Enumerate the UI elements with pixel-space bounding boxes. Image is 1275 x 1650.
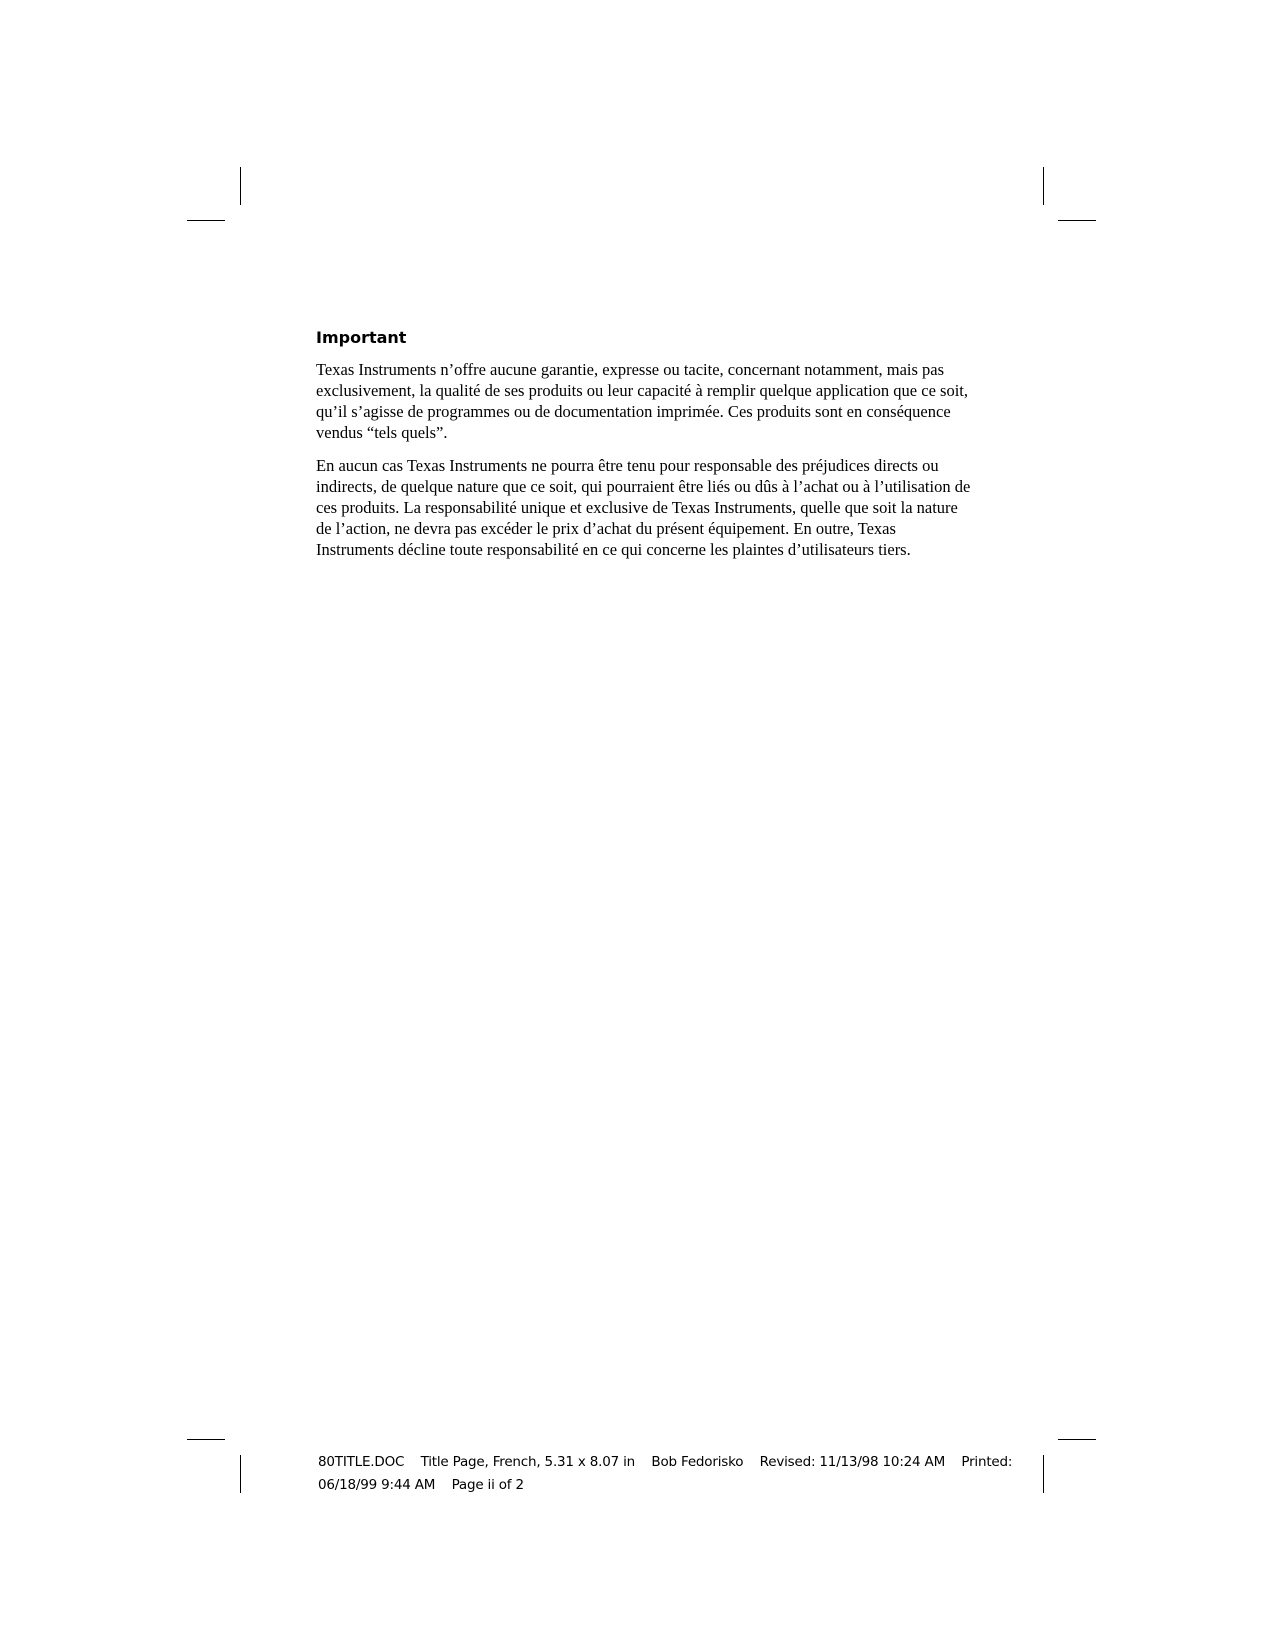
footer-line-1: 80TITLE.DOC Title Page, French, 5.31 x 8.07 in Bob Fedorisko Revised: 11/13/98 10:24 AM Printed:	[318, 1454, 1013, 1470]
disclaimer-paragraph-liability: En aucun cas Texas Instruments ne pourra être tenu pour responsable des préjudices directs ou indirects, de quelque nature que ce soit, qui pourraient être liés ou dûs à l’achat ou à l’utilisation de ces produits. La responsabilité unique et exclusive de Texas Instruments, quelle que soit la nature de l’action, ne devra pas excéder le prix d’achat du présent équipement. En outre, Texas Instruments décline toute responsabilité en ce qui concerne les plaintes d’utilisateurs tiers.	[316, 456, 971, 559]
section-heading: Important	[316, 328, 407, 347]
crop-mark-top-right-horizontal	[1058, 220, 1096, 221]
print-footer	[318, 1451, 1018, 1497]
crop-mark-top-left-vertical	[240, 167, 241, 205]
crop-mark-bottom-left-vertical	[240, 1455, 241, 1493]
crop-mark-top-left-horizontal	[187, 220, 225, 221]
footer-line-2: 06/18/99 9:44 AM Page ii of 2	[318, 1477, 524, 1493]
crop-mark-bottom-right-vertical	[1043, 1455, 1044, 1493]
disclaimer-paragraph-warranty: Texas Instruments n’offre aucune garantie, expresse ou tacite, concernant notamment, mais pas exclusivement, la qualité de ses produits ou leur capacité à remplir quelque application que ce soit, qu’il s’agisse de programmes ou de documentation imprimée. Ces produits sont en conséquence vendus “tels quels”.	[316, 360, 968, 442]
crop-mark-top-right-vertical	[1043, 167, 1044, 205]
crop-mark-bottom-left-horizontal	[187, 1439, 225, 1440]
crop-mark-bottom-right-horizontal	[1058, 1439, 1096, 1440]
main-content	[316, 328, 976, 572]
